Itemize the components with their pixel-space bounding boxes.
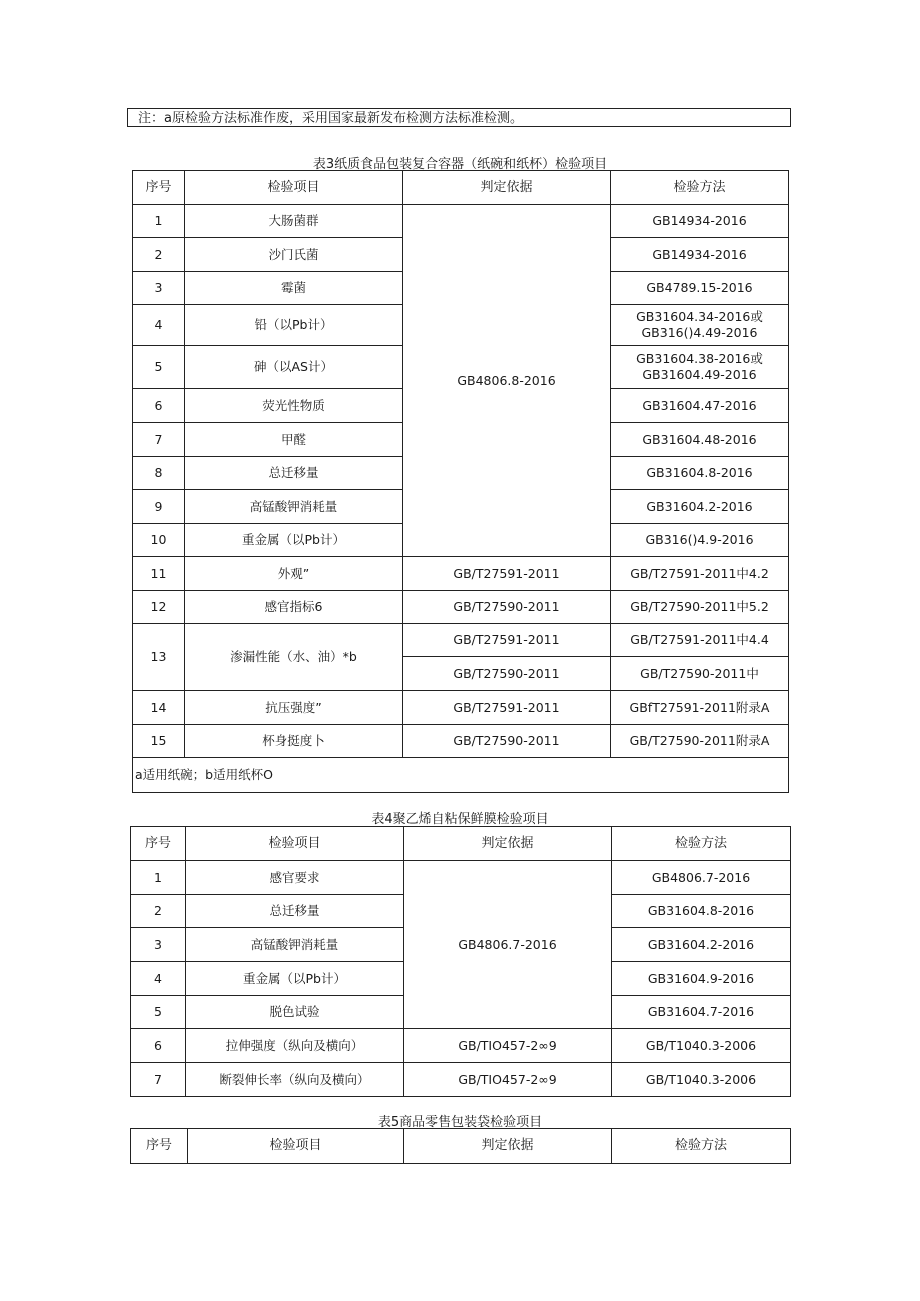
row-no: 3 [133, 272, 185, 305]
row-method: GB/T1040.3-2006 [612, 1063, 791, 1097]
row-item: 外观” [185, 557, 403, 591]
row-item: 砷（以AS计） [185, 346, 403, 389]
table3-footnote: a适用纸碗；b适用纸杯O [133, 758, 789, 793]
row-item: 拉伸强度（纵向及横向） [186, 1029, 404, 1063]
row-no: 15 [133, 725, 185, 758]
row-method: GB/T1040.3-2006 [612, 1029, 791, 1063]
row-method: GB/T27591-2011中4.2 [611, 557, 789, 591]
row-method: GB/T27591-2011中4.4 [611, 624, 789, 657]
row-method: GB31604.7-2016 [612, 996, 791, 1029]
row-item: 甲醛 [185, 423, 403, 457]
row-method: GB31604.9-2016 [612, 962, 791, 996]
row-no: 7 [133, 423, 185, 457]
row-method: GB31604.2-2016 [612, 928, 791, 962]
row-item: 大肠菌群 [185, 205, 403, 238]
row-no: 6 [131, 1029, 186, 1063]
row-method: GB31604.34-2016或GB316()4.49-2016 [611, 305, 789, 346]
row-no: 9 [133, 490, 185, 524]
row-item: 高锰酸钾消耗量 [186, 928, 404, 962]
header-method: 检验方法 [611, 171, 789, 205]
row-method: GB31604.38-2016或GB31604.49-2016 [611, 346, 789, 389]
header-no: 序号 [133, 171, 185, 205]
row-basis: GB/T27591-2011 [403, 557, 611, 591]
row-no: 5 [131, 996, 186, 1029]
header-item: 检验项目 [186, 827, 404, 861]
header-basis: 判定依据 [403, 171, 611, 205]
row-no: 11 [133, 557, 185, 591]
shared-basis: GB4806.7-2016 [404, 861, 612, 1029]
row-item: 抗压强度” [185, 691, 403, 725]
row-no: 2 [133, 238, 185, 272]
table-row [131, 861, 791, 895]
row-method: GB31604.8-2016 [611, 457, 789, 490]
row-item: 霉菌 [185, 272, 403, 305]
table-row [131, 1063, 791, 1097]
row-item: 铅（以Pb计） [185, 305, 403, 346]
table-row [133, 624, 789, 657]
header-item: 检验项目 [188, 1129, 404, 1164]
header-basis: 判定依据 [404, 1129, 612, 1164]
row-method: GB/T27590-2011附录A [611, 725, 789, 758]
row-method: GB/T27590-2011中 [611, 657, 789, 691]
row-item: 杯身挺度卜 [185, 725, 403, 758]
row-no: 8 [133, 457, 185, 490]
row-item: 感官指标6 [185, 591, 403, 624]
table-row [133, 591, 789, 624]
row-item: 感官要求 [186, 861, 404, 895]
row-method: GB/T27590-2011中5.2 [611, 591, 789, 624]
row-no: 14 [133, 691, 185, 725]
table-row [133, 691, 789, 725]
row-basis: GB/TIO457-2∞9 [404, 1063, 612, 1097]
row-basis: GB/T27590-2011 [403, 725, 611, 758]
table-row [133, 557, 789, 591]
header-item: 检验项目 [185, 171, 403, 205]
header-method: 检验方法 [612, 1129, 791, 1164]
row-no: 2 [131, 895, 186, 928]
shared-basis: GB4806.8-2016 [403, 205, 611, 557]
row-no: 1 [133, 205, 185, 238]
row-item: 荧光性物质 [185, 389, 403, 423]
row-no: 4 [133, 305, 185, 346]
row-no: 10 [133, 524, 185, 557]
row-item: 沙门氏菌 [185, 238, 403, 272]
row-no: 12 [133, 591, 185, 624]
row-basis: GB/T27590-2011 [403, 657, 611, 691]
row-no: 1 [131, 861, 186, 895]
row-method: GB4806.7-2016 [612, 861, 791, 895]
header-no: 序号 [131, 1129, 188, 1164]
row-method: GB14934-2016 [611, 205, 789, 238]
row-item: 总迁移量 [186, 895, 404, 928]
row-method: GBfT27591-2011附录A [611, 691, 789, 725]
table-row [133, 725, 789, 758]
row-basis: GB/T27591-2011 [403, 624, 611, 657]
table3-caption: 表3纸质食品包装复合容器（纸碗和纸杯）检验项目 [312, 157, 608, 172]
header-basis: 判定依据 [404, 827, 612, 861]
row-method: GB31604.48-2016 [611, 423, 789, 457]
row-item: 断裂伸长率（纵向及横向） [186, 1063, 404, 1097]
header-method: 检验方法 [612, 827, 791, 861]
row-item: 高锰酸钾消耗量 [185, 490, 403, 524]
row-no: 6 [133, 389, 185, 423]
table-row [131, 1029, 791, 1063]
row-method: GB31604.47-2016 [611, 389, 789, 423]
row-basis: GB/TIO457-2∞9 [404, 1029, 612, 1063]
row-basis: GB/T27591-2011 [403, 691, 611, 725]
table5-caption: 表5商品零售包装袋检验项目 [377, 1115, 543, 1130]
row-item: 重金属（以Pb计） [186, 962, 404, 996]
table5 [130, 1128, 791, 1164]
note-box: 注：a原检验方法标准作废，采用国家最新发布检测方法标准检测。 [127, 108, 791, 127]
row-item: 脱色试验 [186, 996, 404, 1029]
row-no: 4 [131, 962, 186, 996]
row-no: 3 [131, 928, 186, 962]
row-method: GB31604.2-2016 [611, 490, 789, 524]
row-no: 7 [131, 1063, 186, 1097]
row-item: 总迁移量 [185, 457, 403, 490]
table4-caption: 表4聚乙烯自粘保鲜膜检验项目 [371, 812, 549, 827]
table4 [130, 826, 791, 1097]
table-row [133, 205, 789, 238]
row-method: GB31604.8-2016 [612, 895, 791, 928]
row-method: GB4789.15-2016 [611, 272, 789, 305]
row-method: GB316()4.9-2016 [611, 524, 789, 557]
row-item: 重金属（以Pb计） [185, 524, 403, 557]
row-no: 5 [133, 346, 185, 389]
table3 [132, 170, 789, 793]
row-no: 13 [133, 624, 185, 691]
row-method: GB14934-2016 [611, 238, 789, 272]
row-item: 渗漏性能（水、油）*b [185, 624, 403, 691]
header-no: 序号 [131, 827, 186, 861]
row-basis: GB/T27590-2011 [403, 591, 611, 624]
